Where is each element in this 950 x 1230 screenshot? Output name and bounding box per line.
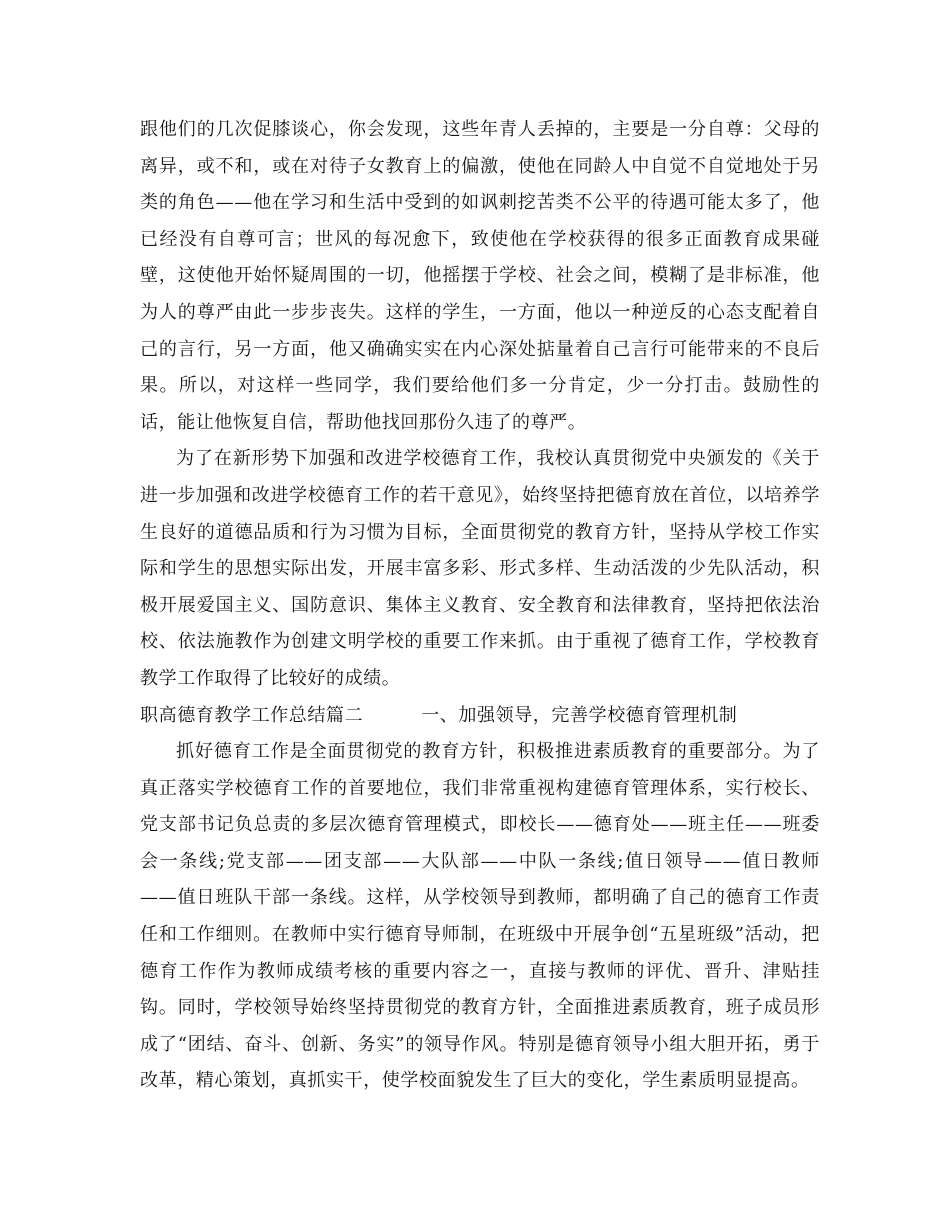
body-paragraph-2: 为了在新形势下加强和改进学校德育工作，我校认真贯彻党中央颁发的《关于进一步加强和改进学校德育工作的若干意见》，始终坚持把德育放在首位，以培养学生良好的道德品质和行为习惯为目标，全面贯彻党的教育方针，坚持从学校工作实际和学生的思想实际出发，开展丰富多彩、形式多样、生动活泼的少先队活动，积极开展爱国主义、国防意识、集体主义教育、安全教育和法律教育，坚持把依法治校、依法施教作为创建文明学校的重要工作来抓。由于重视了德育工作，学校教育教学工作取得了比较好的成绩。 bbox=[140, 448, 820, 689]
section-heading bbox=[140, 698, 820, 735]
section-subtitle: 一、加强领导，完善学校德育管理机制 bbox=[421, 704, 738, 726]
body-paragraph-1: 跟他们的几次促膝谈心，你会发现，这些年青人丢掉的，主要是一分自尊：父母的离异，或不和，或在对待子女教育上的偏激，使他在同龄人中自觉不自觉地处于另类的角色——他在学习和生活中受到的如讽刺挖苦类不公平的待遇可能太多了，他已经没有自尊可言；世风的每况愈下，致使他在学校获得的很多正面教育成果碰壁，这使他开始怀疑周围的一切，他摇摆于学校、社会之间，模糊了是非标准，他为人的尊严由此一步步丧失。这样的学生，一方面，他以一种逆反的心态支配着自己的言行，另一方面，他又确确实实在内心深处掂量着自己言行可能带来的不良后果。所以，对这样一些同学，我们要给他们多一分肯定，少一分打击。鼓励性的话，能让他恢复自信，帮助他找回那份久违了的尊严。 bbox=[140, 119, 820, 433]
article-title: 职高德育教学工作总结篇二 bbox=[140, 704, 364, 726]
body-paragraph-3: 抓好德育工作是全面贯彻党的教育方针，积极推进素质教育的重要部分。为了真正落实学校德育工作的首要地位，我们非常重视构建德育管理体系，实行校长、党支部书记负总责的多层次德育管理模式，即校长——德育处——班主任——班委会一条线;党支部——团支部——大队部——中队一条线;值日领导——值日教师——值日班队干部一条线。这样，从学校领导到教师，都明确了自己的德育工作责任和工作细则。在教师中实行德育导师制，在班级中开展争创“五星班级”活动，把德育工作作为教师成绩考核的重要内容之一，直接与教师的评优、晋升、津贴挂钩。同时，学校领导始终坚持贯彻党的教育方针，全面推进素质教育，班子成员形成了“团结、奋斗、创新、务实”的领导作风。特别是德育领导小组大胆开拓，勇于改革，精心策划，真抓实干，使学校面貌发生了巨大的变化，学生素质明显提高。 bbox=[140, 741, 820, 1092]
document-body bbox=[140, 112, 820, 1100]
